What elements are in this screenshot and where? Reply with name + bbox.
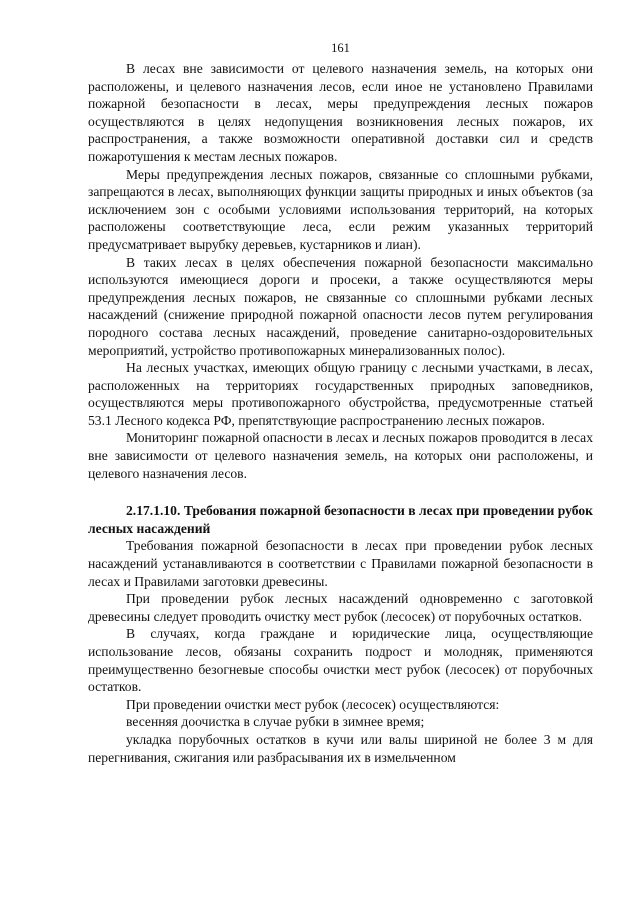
document-page bbox=[88, 0, 593, 905]
paragraph-cleanup-list-intro: При проведении очистки мест рубок (лесосек) осуществляются: bbox=[126, 696, 500, 712]
paragraph-roads-and-clearings: В таких лесах в целях обеспечения пожарной безопасности максимально используются имеющиеся дороги и просеки, а также осуществляются меры предупреждения лесных пожаров, не связанные со сплошными рубками лесных насаждений (снижение природной пожарной опасности лесов путем регулирования породного состава лесных насаждений, проведение санитарно-оздоровительных мероприятий, устройство противопожарных минерализованных полос). bbox=[88, 254, 593, 358]
paragraph-fireless-cleanup: В случаях, когда граждане и юридические лица, осуществляющие использование лесов, обязаны сохранить подрост и молодняк, применяются преимущественно безогневые способы очистки мест рубок (лесосек) от порубочных остатков. bbox=[88, 626, 593, 695]
paragraph-reserve-borders: На лесных участках, имеющих общую границу с лесными участками, в лесах, расположенных на территориях государственных природных заповедников, осуществляются меры противопожарного обустройства, предусмотренные статьей 53.1 Лесного кодекса РФ, препятствующие распространению лесных пожаров. bbox=[88, 360, 593, 428]
paragraph-logging-requirements: Требования пожарной безопасности в лесах при проведении рубок лесных насаждений устанавливаются в соответствии с Правилами пожарной безопасности в лесах и Правилами заготовки древесины. bbox=[88, 538, 593, 589]
paragraph-fire-monitoring: Мониторинг пожарной опасности в лесах и лесных пожаров проводится в лесах вне зависимости от целевого назначения земель, на которых они расположены, и целевого назначения лесов. bbox=[88, 430, 593, 481]
paragraph-cleanup-with-harvest: При проведении рубок лесных насаждений одновременно с заготовкой древесины следует проводить очистку мест рубок (лесосек) от порубочных остатков. bbox=[88, 591, 593, 624]
section-heading: 2.17.1.10. Требования пожарной безопасности в лесах при проведении рубок лесных насаждений bbox=[88, 503, 593, 536]
page-number: 161 bbox=[331, 41, 350, 55]
document-body bbox=[88, 60, 593, 766]
paragraph-fire-prevention-measures: В лесах вне зависимости от целевого назначения земель, на которых они расположены, и целевого назначения лесов, если иное не установлено Правилами пожарной безопасности в лесах, меры предупреждения лесных пожаров осуществляются в целях недопущения возникновения лесных пожаров, их распространения, а также возможности оперативной доставки сил и средств пожаротушения к местам лесных пожаров. bbox=[88, 61, 593, 164]
paragraph-spring-cleanup: весенняя доочистка в случае рубки в зимнее время; bbox=[126, 714, 425, 730]
paragraph-residue-piling: укладка порубочных остатков в кучи или валы шириной не более 3 м для перегнивания, сжигания или разбрасывания их в измельченном bbox=[88, 731, 593, 765]
paragraph-clear-cutting-restrictions: Меры предупреждения лесных пожаров, связанные со сплошными рубками, запрещаются в лесах, выполняющих функции защиты природных и иных объектов (за исключением зон с особыми условиями использования территорий, на которых расположены соответствующие леса, если режим указанных территорий предусматривает вырубку деревьев, кустарников и лиан). bbox=[88, 166, 593, 252]
